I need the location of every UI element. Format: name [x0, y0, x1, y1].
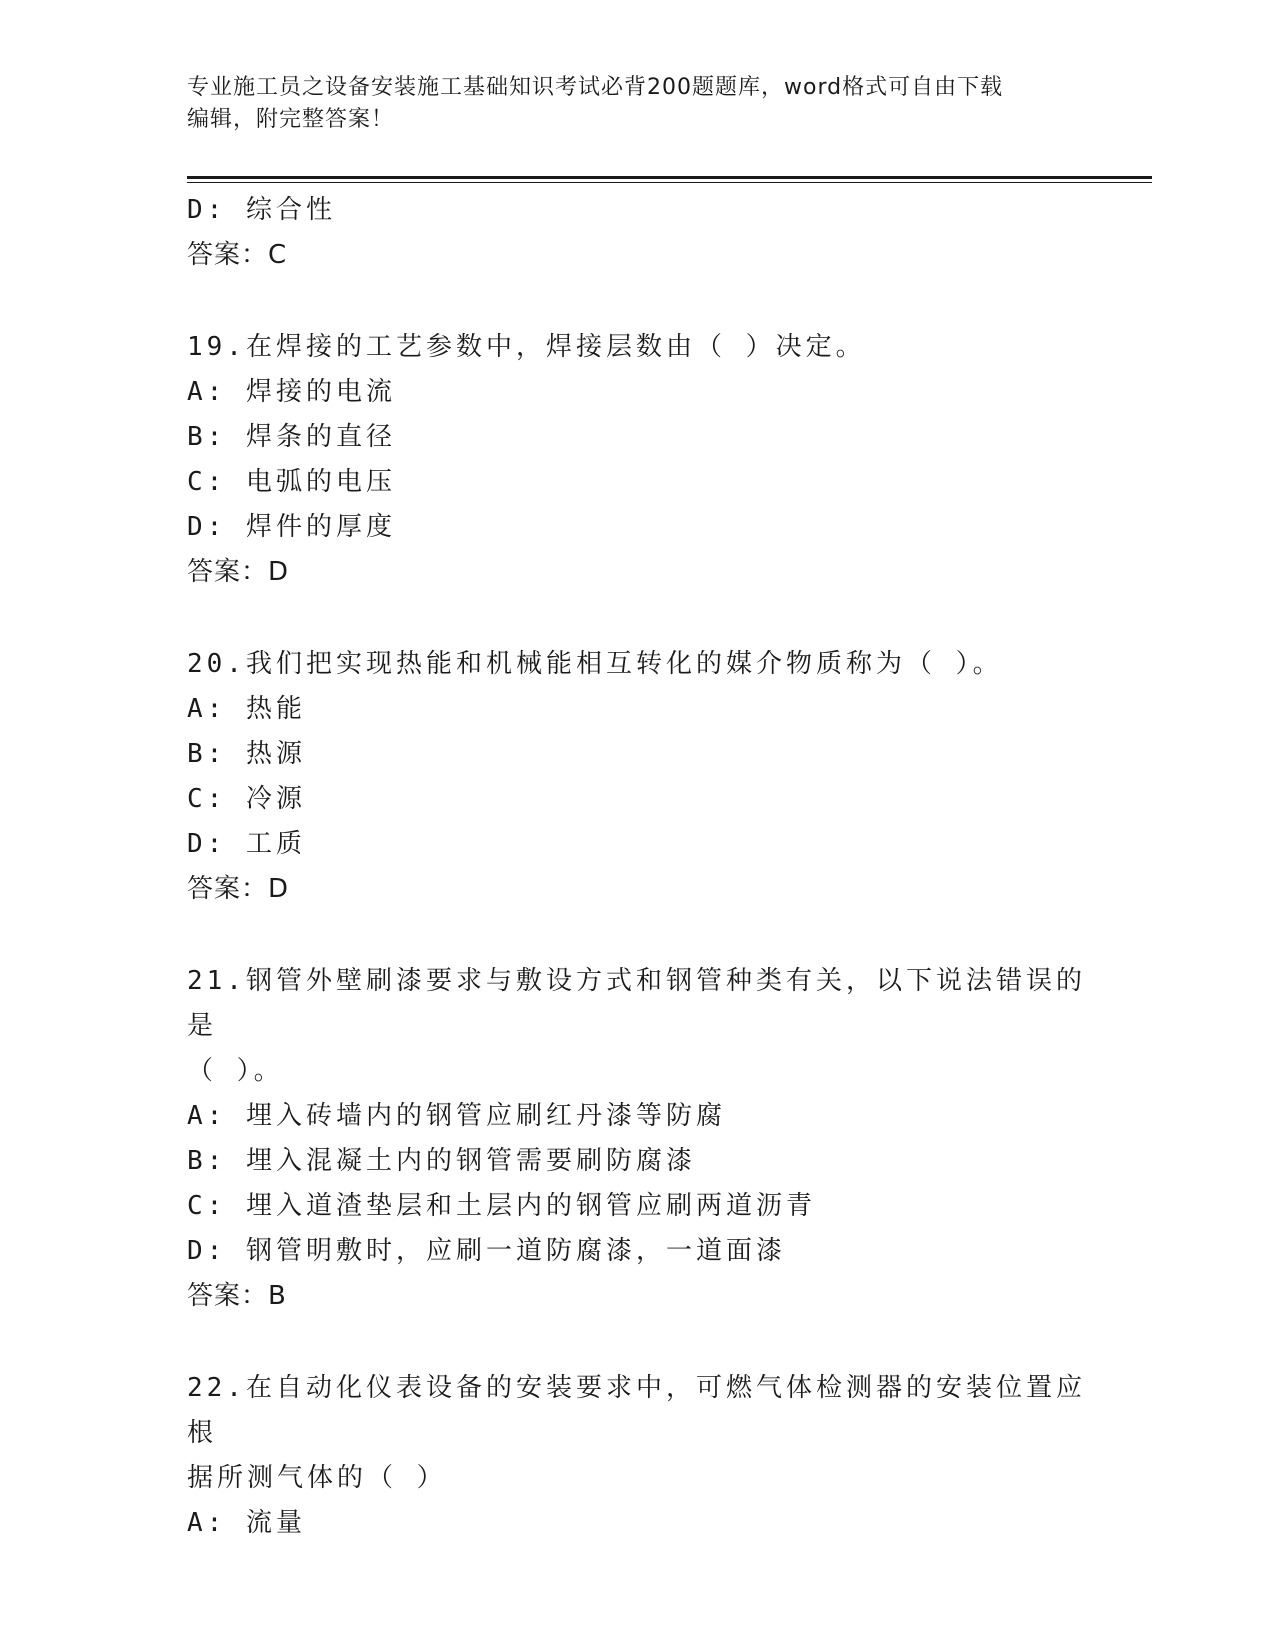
question-20 [187, 642, 1087, 912]
question-stem-line-1: 21.钢管外壁刷漆要求与敷设方式和钢管种类有关，以下说法错误的是 [187, 966, 1086, 1041]
answer-line: 答案：D [187, 874, 290, 904]
answer-line: 答案：C [187, 240, 288, 270]
option-d: D: 钢管明敷时，应刷一道防腐漆，一道面漆 [187, 1236, 786, 1266]
question-stem-line-1: 22.在自动化仪表设备的安装要求中，可燃气体检测器的安装位置应根 [187, 1373, 1086, 1448]
question-19 [187, 325, 1087, 595]
option-a: A: 流量 [187, 1508, 306, 1538]
question-stem: 19.在焊接的工艺参数中，焊接层数由（ ）决定。 [187, 332, 866, 362]
option-d: D: 工质 [187, 829, 306, 859]
header-rule-thick [187, 176, 1152, 179]
question-22 [187, 1366, 1087, 1546]
option-a: A: 焊接的电流 [187, 377, 396, 407]
option-d: D: 焊件的厚度 [187, 512, 396, 542]
option-b: B: 埋入混凝土内的钢管需要刷防腐漆 [187, 1146, 696, 1176]
question-21 [187, 959, 1087, 1319]
header-line-1: 专业施工员之设备安装施工基础知识考试必背200题题库，word格式可自由下载 [187, 75, 1004, 100]
option-c: C: 埋入道渣垫层和土层内的钢管应刷两道沥青 [187, 1191, 816, 1221]
question-stem-line-2: 据所测气体的（ ） [187, 1463, 447, 1493]
option-a: A: 热能 [187, 694, 306, 724]
option-b: B: 热源 [187, 739, 306, 769]
question-stem-line-2: （ ）。 [187, 1056, 284, 1086]
option-c: C: 冷源 [187, 784, 306, 814]
question-stem: 20.我们把实现热能和机械能相互转化的媒介物质称为（ ）。 [187, 649, 1003, 679]
option-b: B: 焊条的直径 [187, 422, 396, 452]
answer-line: 答案：D [187, 557, 290, 587]
document-header [187, 72, 1087, 136]
answer-line: 答案：B [187, 1281, 287, 1311]
prev-question-block [187, 188, 1087, 278]
option-d: D: 综合性 [187, 195, 336, 225]
option-c: C: 电弧的电压 [187, 467, 396, 497]
header-rule-thin [187, 182, 1152, 183]
option-a: A: 埋入砖墙内的钢管应刷红丹漆等防腐 [187, 1101, 726, 1131]
header-line-2: 编辑，附完整答案！ [187, 107, 395, 132]
document-body [187, 188, 1087, 1546]
